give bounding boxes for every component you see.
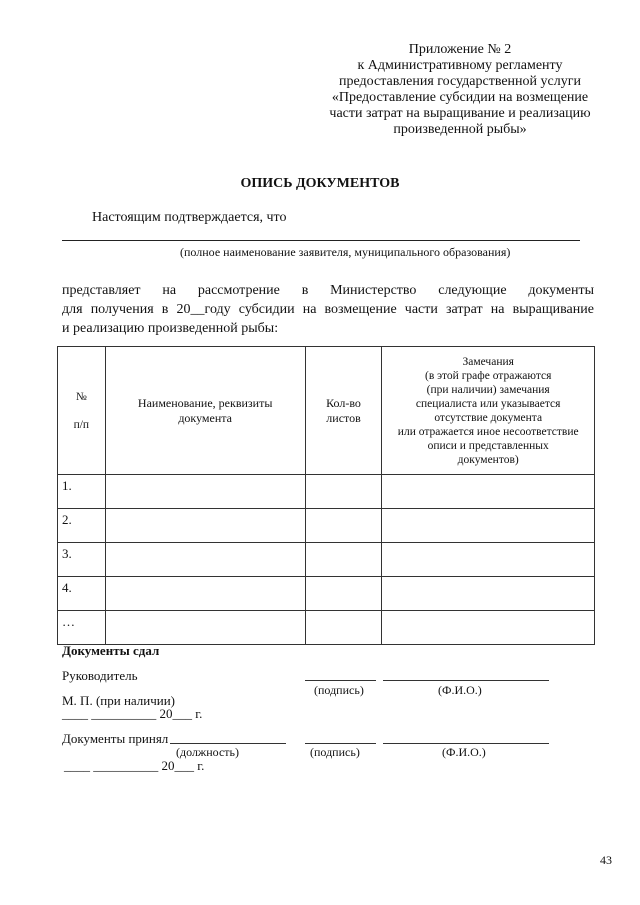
date-line-1[interactable]: ____ __________ 20___ г. [62,706,203,721]
remarks-line: (в этой графе отражаются [424,369,552,382]
row-number: 4. [58,577,106,611]
word: для [62,302,83,317]
remarks-line: отсутствие документа [434,411,543,424]
word: на [490,302,505,317]
cell-count[interactable] [305,543,382,577]
header-remarks [382,347,595,475]
head-signature-line[interactable] [305,680,376,681]
word: в [161,302,169,317]
word: на [162,283,177,298]
number-sub: п/п [73,418,90,431]
header-count-text: Кол-во листов [326,395,361,425]
intro-paragraph [62,281,594,338]
appendix-line: части затрат на выращивание и реализацию [329,106,591,121]
cell-count[interactable] [305,509,382,543]
remarks-line: (при наличии) замечания [426,383,550,396]
submitted-label: Документы сдал [62,643,160,658]
received-fio-caption: (Ф.И.О.) [442,745,486,759]
word: 20__году [176,302,231,317]
remarks-line: описи и представленных [427,439,549,452]
cell-remarks[interactable] [382,509,595,543]
word: на [302,302,317,317]
word: представляет [62,283,141,298]
appendix-line: произведенной рыбы» [393,122,527,137]
cell-name[interactable] [105,543,305,577]
appendix-line: предоставления государственной услуги [339,74,581,89]
table-row [58,577,595,611]
cell-name[interactable] [105,577,305,611]
date-line-2[interactable]: ____ __________ 20___ г. [64,758,205,773]
word: Министерство [330,283,417,298]
received-position-line[interactable] [170,743,286,744]
word: затрат [446,302,483,317]
head-fio-line[interactable] [383,680,549,681]
cell-name[interactable] [105,509,305,543]
appendix-header [300,42,620,138]
row-number: 3. [58,543,106,577]
remarks-line: Замечания [462,355,514,368]
appendix-line: к Административному регламенту [357,58,563,73]
cell-name[interactable] [105,611,305,645]
number-symbol: № [75,390,87,403]
stamp-label: М. П. (при наличии) [62,693,176,708]
head-label: Руководитель [62,668,138,683]
head-fio-caption: (Ф.И.О.) [438,683,482,697]
word: части [404,302,438,317]
word: получения [90,302,154,317]
word: выращивание [512,302,594,317]
cell-remarks[interactable] [382,577,595,611]
table-row [58,611,595,645]
cell-name[interactable] [105,475,305,509]
header-name-text: Наименование, реквизиты документа [137,395,273,425]
received-signature-line[interactable] [305,743,376,744]
row-number: 1. [58,475,106,509]
word: рассмотрение [197,283,280,298]
confirm-text: Настоящим подтверждается, что [92,210,287,225]
received-fio-line[interactable] [383,743,549,744]
paragraph-line-2 [62,300,594,319]
appendix-line: «Предоставление субсидии на возмещение [331,90,589,105]
word: следующие [438,283,507,298]
row-number: … [58,611,106,645]
remarks-line: документов) [457,453,519,466]
remarks-line: специалиста или указывается [415,397,561,410]
remarks-line: или отражается иное несоответствие [397,425,579,438]
appendix-line: Приложение № 2 [408,42,512,57]
received-signature-caption: (подпись) [310,745,360,759]
paragraph-line-1 [62,281,594,300]
word: субсидии [238,302,295,317]
cell-count[interactable] [305,577,382,611]
cell-count[interactable] [305,475,382,509]
applicant-caption: (полное наименование заявителя, муниципального образования) [180,245,511,259]
cell-remarks[interactable] [382,611,595,645]
header-number [58,347,106,475]
cell-count[interactable] [305,611,382,645]
cell-remarks[interactable] [382,543,595,577]
received-position-caption: (должность) [176,745,239,759]
paragraph-line-3: и реализацию произведенной рыбы: [62,321,279,336]
header-name [105,347,305,475]
table-row [58,509,595,543]
document-title: ОПИСЬ ДОКУМЕНТОВ [240,176,400,191]
word: документы [528,283,594,298]
word: в [301,283,309,298]
page-number: 43 [600,853,612,867]
word: возмещение [324,302,397,317]
received-label: Документы принял [62,731,169,746]
table-header-row [58,347,595,475]
documents-table [57,346,595,645]
table-row [58,543,595,577]
table-row [58,475,595,509]
row-number: 2. [58,509,106,543]
header-count [305,347,382,475]
cell-remarks[interactable] [382,475,595,509]
head-signature-caption: (подпись) [314,683,364,697]
applicant-fill-line[interactable] [62,240,580,241]
